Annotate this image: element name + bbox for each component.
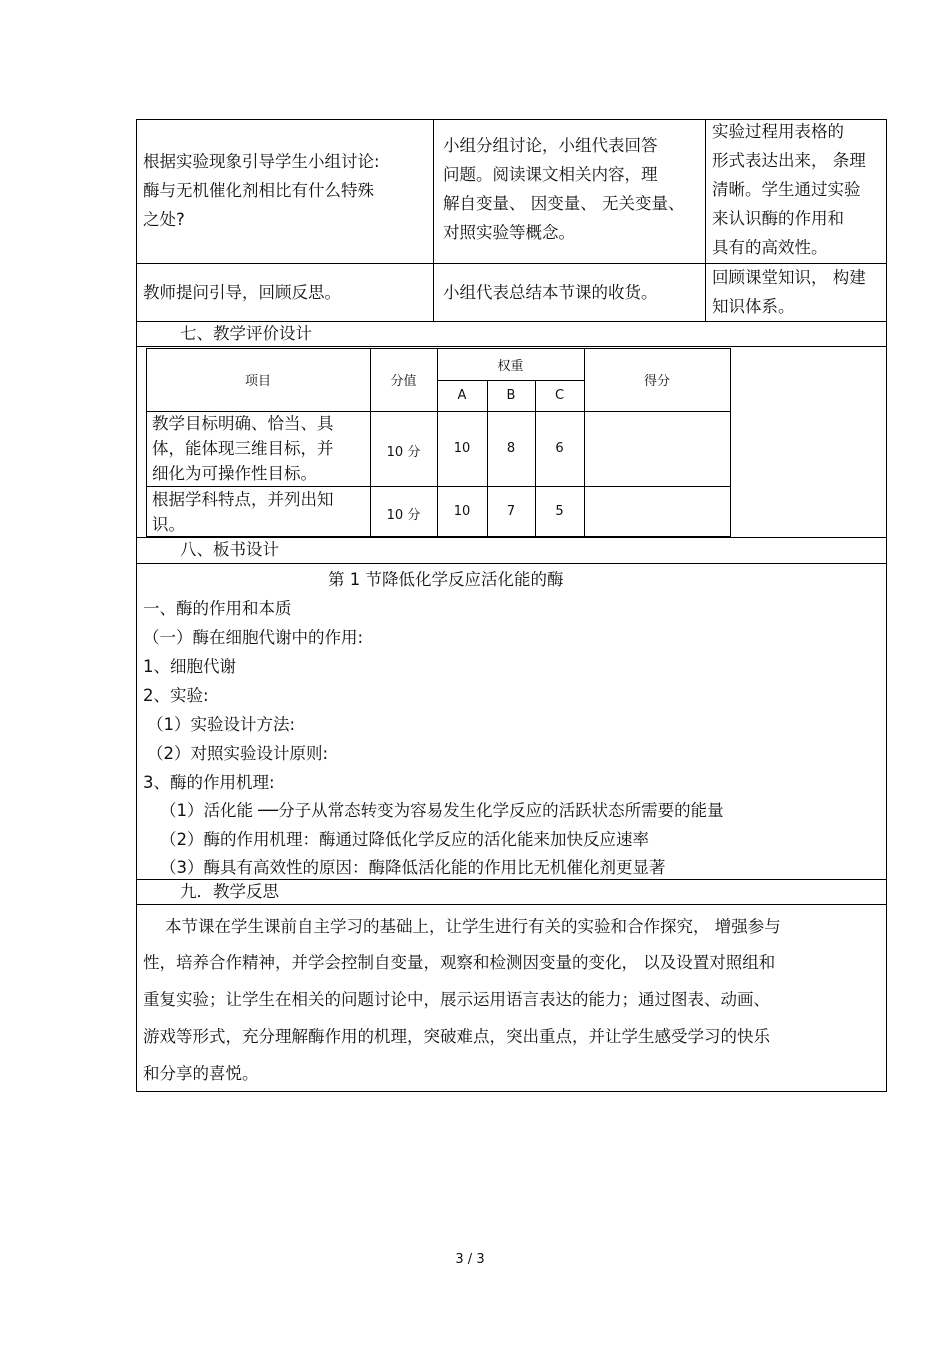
reflection-line: 重复实验；让学生在相关的问题讨论中，展示运用语言表达的能力；通过图表、动画、	[143, 990, 770, 1009]
board-title: 第 1 节降低化学反应活化能的酶	[328, 570, 564, 589]
row2-teacher-cell	[143, 278, 341, 307]
reflection-line: 本节课在学生课前自主学习的基础上，让学生进行有关的实验和合作探究， 增强参与	[165, 917, 781, 936]
board-line: 一、酶的作用和本质	[143, 599, 292, 618]
row1-intent-line: 清晰。学生通过实验	[712, 180, 861, 199]
eval-row-item-line: 根据学科特点，并列出知	[152, 490, 334, 509]
row1-teacher-cell	[143, 147, 380, 234]
reflection-line: 游戏等形式，充分理解酶作用的机理，突破难点，突出重点，并让学生感受学习的快乐	[143, 1027, 770, 1046]
eval-row-c: 5	[555, 504, 564, 519]
eval-row-item-line: 识。	[152, 515, 185, 534]
board-line: （一）酶在细胞代谢中的作用:	[143, 628, 364, 647]
row1-student-line: 对照实验等概念。	[443, 223, 575, 242]
col-divider-1	[433, 119, 434, 321]
board-line: （1）活化能 ──分子从常态转变为容易发生化学反应的活跃状态所需要的能量	[160, 801, 724, 820]
board-line: （2）对照实验设计原则:	[147, 744, 329, 763]
eval-row-b: 8	[506, 441, 516, 456]
row2-intent-cell	[712, 263, 866, 321]
row2-intent-line: 知识体系。	[712, 297, 795, 316]
eval-header-a: A	[457, 388, 467, 403]
page-number: 3 / 3	[455, 1252, 485, 1267]
row1-student-line: 解自变量、 因变量、 无关变量、	[443, 194, 685, 213]
eval-row-item-line: 体，能体现三维目标，并	[152, 439, 334, 458]
eval-header-weight: 权重	[497, 359, 524, 374]
row2-student-line: 小组代表总结本节课的收货。	[443, 283, 658, 302]
eval-row-a: 10	[453, 441, 471, 456]
board-line: （1）实验设计方法:	[147, 715, 296, 734]
eval-row-item-line: 教学目标明确、恰当、具	[152, 414, 334, 433]
row1-teacher-line: 根据实验现象引导学生小组讨论:	[143, 152, 380, 171]
eval-row-c: 6	[555, 441, 564, 456]
row1-teacher-line: 之处?	[143, 210, 185, 229]
eval-row-score: 10 分	[386, 445, 421, 460]
section-7-title: 七、教学评价设计	[180, 324, 312, 343]
row1-intent-line: 形式表达出来， 条理	[712, 151, 866, 170]
row1-intent-line: 具有的高效性。	[712, 238, 828, 257]
col-divider-2	[705, 119, 706, 321]
eval-row-item	[152, 487, 334, 537]
row1-intent-line: 实验过程用表格的	[712, 122, 844, 141]
board-line: 2、实验:	[143, 686, 209, 705]
reflection-line: 性，培养合作精神，并学会控制自变量，观察和检测因变量的变化， 以及设置对照组和	[143, 953, 776, 972]
eval-header-item: 项目	[244, 374, 271, 389]
eval-top	[146, 348, 731, 349]
row2-intent-line: 回顾课堂知识， 构建	[712, 268, 866, 287]
board-line: （2）酶的作用机理：酶通过降低化学反应的活化能来加快反应速率	[160, 830, 649, 849]
row1-student-line: 小组分组讨论，小组代表回答	[443, 136, 658, 155]
board-line: 1、细胞代谢	[143, 657, 236, 676]
row1-teacher-line: 酶与无机催化剂相比有什么特殊	[143, 181, 374, 200]
row2-teacher-line: 教师提问引导，回顾反思。	[143, 283, 341, 302]
row1-student-cell	[443, 131, 685, 247]
eval-col-right	[730, 348, 731, 537]
reflection-line: 和分享的喜悦。	[143, 1064, 259, 1083]
row1-student-line: 问题。阅读课文相关内容，理	[443, 165, 658, 184]
eval-weight-sub	[437, 380, 584, 381]
section-8-title: 八、板书设计	[180, 540, 279, 559]
eval-row-b: 7	[506, 504, 516, 519]
eval-row-item	[152, 411, 334, 486]
eval-row-score: 10 分	[386, 508, 421, 523]
eval-header-result: 得分	[643, 374, 670, 389]
frame-left	[136, 119, 137, 1092]
row1-intent-cell	[712, 117, 866, 262]
row1-intent-line: 来认识酶的作用和	[712, 209, 844, 228]
section-9-title: 九．教学反思	[180, 882, 279, 901]
frame-right	[886, 119, 887, 1092]
board-line: （3）酶具有高效性的原因：酶降低活化能的作用比无机催化剂更显著	[160, 858, 666, 877]
row2-student-cell	[443, 278, 658, 307]
eval-header-b: B	[506, 388, 516, 403]
eval-header-score: 分值	[390, 374, 417, 389]
eval-row-item-line: 细化为可操作性目标。	[152, 464, 317, 483]
eval-row-a: 10	[453, 504, 471, 519]
eval-header-c: C	[554, 388, 565, 403]
board-line: 3、酶的作用机理:	[143, 773, 275, 792]
